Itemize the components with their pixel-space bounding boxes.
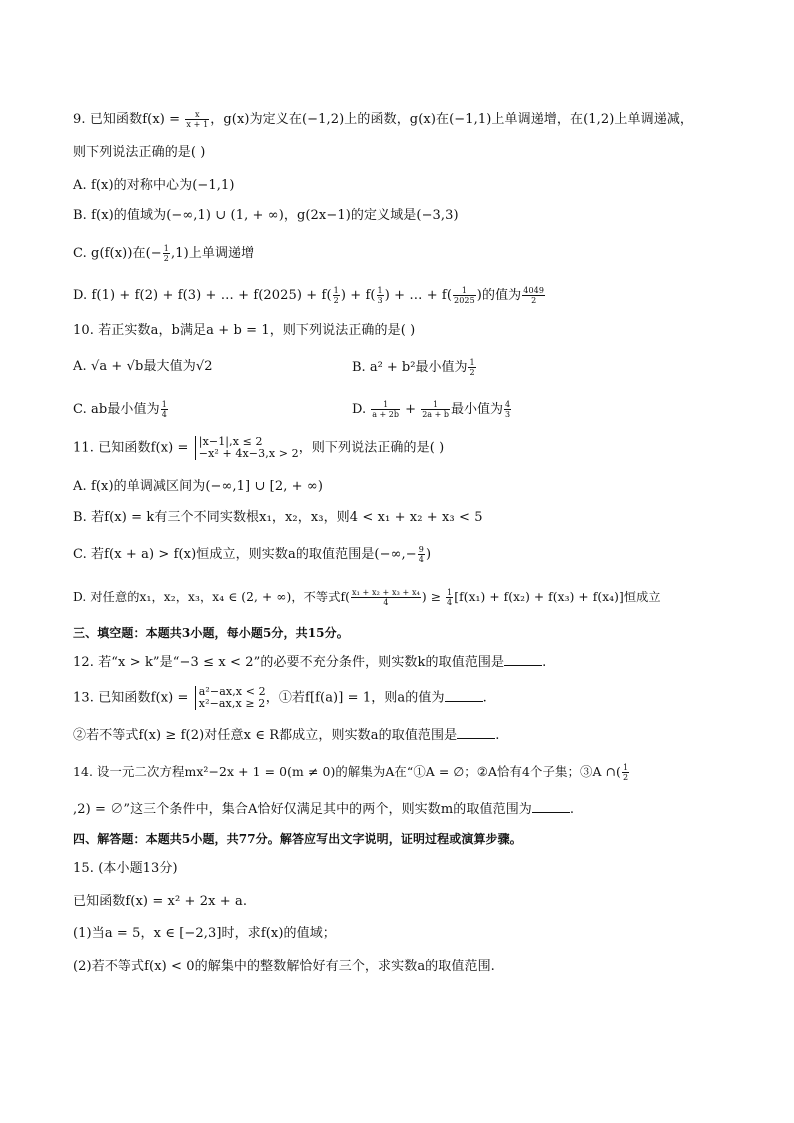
q10-c-fraction-den: 4 (161, 410, 167, 419)
q9-fraction (185, 110, 209, 129)
q11-d-frac-1-num: x₁ + x₂ + x₃ + x₄ (351, 588, 420, 597)
q9-d-frac-3 (453, 286, 476, 305)
q14-fraction (622, 763, 629, 782)
q9-d-text-d: )的值为 (476, 288, 522, 303)
q15-stem: 已知函数f(x) = x² + 2x + a. (73, 894, 248, 909)
q15-title: 15. (本小题13分) (73, 861, 178, 876)
q11-option-a: A. f(x)的单调减区间为(−∞,1] ∪ [2, + ∞) (73, 479, 323, 494)
q11-d-text-c: [f(x₁) + f(x₂) + f(x₃) + f(x₄)]恒成立 (454, 590, 661, 604)
q13-piecewise (195, 686, 266, 710)
q11-option-c (73, 545, 431, 564)
q10-d-text-b: + (401, 402, 421, 417)
q10-b-fraction (468, 358, 475, 377)
q11-c-text-b: ) (425, 547, 432, 562)
q9-stem-text-b: ，g(x)为定义在(−1,2)上的函数，g(x)在(−1,1)上单调递增，在(1,2)上单调递减， (210, 112, 694, 127)
q11-d-frac-1 (351, 588, 421, 607)
q9-d-frac-1-den: 2 (333, 296, 339, 305)
q13-answer-blank-1[interactable] (445, 691, 483, 702)
q14-line2 (73, 801, 574, 819)
q12-text: 12. 若“x > k”是“−3 ≤ x < 2”的必要不充分条件，则实数k的取值范围是 (73, 655, 505, 670)
q9-stem (73, 110, 693, 129)
q9-fraction-den: x + 1 (186, 120, 209, 129)
q13-period-2: . (495, 728, 500, 743)
q11-stem (73, 436, 444, 460)
q9-c-text-a: C. g(f(x))在(− (73, 246, 162, 261)
q10-option-b (352, 358, 477, 377)
q10-d-frac-2-num: 1 (421, 400, 450, 410)
q13-stem (73, 686, 487, 710)
q9-d-frac-3-den: 2025 (454, 296, 475, 305)
q9-d-frac-3-num: 1 (453, 286, 476, 296)
q9-d-frac-4-num: 4049 (523, 286, 545, 295)
q9-d-text-a: D. f(1) + f(2) + f(3) + … + f(2025) + f( (73, 288, 332, 303)
q9-question: 则下列说法正确的是( ) (73, 145, 206, 160)
q14-period: . (569, 802, 575, 817)
q9-d-frac-2 (377, 286, 384, 305)
q10-option-d (352, 400, 512, 419)
q11-d-frac-2-num: 1 (447, 588, 453, 597)
q12-period: . (542, 655, 547, 670)
q11-c-text-a: C. 若f(x + a) > f(x)恒成立，则实数a的取值范围是(−∞,− (73, 547, 417, 562)
q13-part2 (73, 727, 499, 745)
q9-option-d (73, 286, 546, 305)
q11-d-frac-1-den: 4 (383, 598, 389, 607)
q10-c-fraction-num: 1 (161, 400, 167, 409)
q10-d-frac-2 (421, 400, 450, 419)
section-3-heading: 三、填空题：本题共3小题，每小题5分，共15分。 (73, 626, 349, 640)
q11-d-text-b: ) ≥ (421, 590, 446, 604)
q9-d-text-c: ) + … + f( (384, 288, 453, 303)
q12 (73, 654, 546, 672)
q10-d-frac-3-den: 3 (504, 410, 511, 419)
q10-option-c (73, 400, 169, 419)
q10-d-frac-1-den: a + 2b (372, 410, 400, 419)
q14-line1 (73, 763, 630, 782)
q11-c-fraction-den: 4 (418, 555, 424, 564)
q10-d-text-c: 最小值为 (450, 402, 503, 417)
q11-d-frac-2-den: 4 (447, 598, 453, 607)
q14-text-b: ,2) = ∅”这三个条件中，集合A恰好仅满足其中的两个，则实数m的取值范围为 (73, 802, 532, 817)
q11-stem-text: 11. 已知函数f(x) = (73, 440, 193, 456)
q10-b-fraction-num: 1 (469, 358, 475, 367)
q14-answer-blank[interactable] (532, 802, 570, 813)
q9-d-frac-2-den: 3 (377, 296, 383, 305)
q11-d-frac-2 (446, 588, 453, 607)
q9-d-frac-4 (522, 286, 545, 305)
q10-d-frac-1-num: 1 (371, 400, 400, 410)
q11-piecewise (195, 436, 299, 460)
q10-c-fraction (161, 400, 168, 419)
q11-d-text-a: D. 对任意的x₁，x₂，x₃，x₄ ∈ (2, + ∞)，不等式f( (73, 590, 350, 604)
q13-part2-text: ②若不等式f(x) ≥ f(2)对任意x ∈ R都成立，则实数a的取值范围是 (73, 728, 458, 743)
q9-d-frac-4-den: 2 (531, 296, 537, 305)
q9-d-frac-2-num: 1 (377, 286, 383, 295)
q9-d-frac-1 (333, 286, 340, 305)
section-4-heading: 四、解答题：本题共5小题，共77分。解答应写出文字说明，证明过程或演算步骤。 (73, 832, 522, 846)
q11-piece-2: −x² + 4x−3,x > 2 (198, 447, 299, 460)
q11-c-fraction (418, 545, 425, 564)
q13-period-1: . (482, 690, 487, 706)
q10-stem: 10. 若正实数a，b满足a + b = 1，则下列说法正确的是( ) (73, 323, 416, 338)
q9-d-frac-1-num: 1 (333, 286, 339, 295)
q13-stem-text: 13. 已知函数f(x) = (73, 690, 193, 706)
q10-option-a: A. √a + √b最大值为√2 (73, 359, 213, 374)
q9-c-text-b: ,1)上单调递增 (170, 246, 255, 261)
q14-text-a: 14. 设一元二次方程mx²−2x + 1 = 0(m ≠ 0)的解集为A在“①A = ∅；②A恰有4个子集；③A ∩( (73, 764, 621, 779)
q10-b-fraction-den: 2 (469, 368, 475, 377)
q14-fraction-num: 1 (622, 763, 629, 772)
q10-d-frac-2-den: 2a + b (422, 410, 449, 419)
q10-d-frac-3 (504, 400, 511, 419)
q15-part1: (1)当a = 5，x ∈ [−2,3]时，求f(x)的值域； (73, 926, 336, 941)
q9-option-c (73, 244, 254, 263)
q13-piece-2: x²−ax,x ≥ 2 (198, 697, 266, 710)
q9-c-fraction (163, 244, 170, 263)
q10-b-text: B. a² + b²最小值为 (352, 360, 468, 375)
q12-answer-blank[interactable] (504, 655, 542, 666)
q10-d-frac-1 (371, 400, 400, 419)
q9-fraction-num: x (185, 110, 209, 120)
q9-option-a: A. f(x)的对称中心为(−1,1) (73, 178, 235, 193)
q15-part2: (2)若不等式f(x) < 0的解集中的整数解恰好有三个，求实数a的取值范围. (73, 959, 495, 974)
q13-stem-text-b: ，①若f[f(a)] = 1，则a的值为 (265, 690, 445, 706)
q9-d-text-b: ) + f( (340, 288, 376, 303)
q11-stem-text-b: ，则下列说法正确的是( ) (298, 440, 445, 456)
q9-c-fraction-den: 2 (163, 254, 169, 263)
q10-d-frac-3-num: 4 (504, 400, 511, 409)
q11-option-b: B. 若f(x) = k有三个不同实数根x₁，x₂，x₃，则4 < x₁ + x₂ + x₃ < 5 (73, 510, 483, 525)
q11-option-d (73, 588, 661, 607)
q9-stem-text: 9. 已知函数f(x) = (73, 112, 185, 127)
q10-d-text-a: D. (352, 402, 371, 417)
q11-piece-1: |x−1|,x ≤ 2 (198, 435, 263, 448)
q13-answer-blank-2[interactable] (457, 728, 495, 739)
q10-c-text: C. ab最小值为 (73, 402, 160, 417)
q9-option-b: B. f(x)的值域为(−∞,1) ∪ (1, + ∞)，g(2x−1)的定义域是(−3,3) (73, 208, 459, 223)
q11-c-fraction-num: 9 (418, 545, 424, 554)
q13-piece-1: a²−ax,x < 2 (198, 685, 266, 698)
q9-c-fraction-num: 1 (163, 244, 169, 253)
q14-fraction-den: 2 (622, 773, 629, 782)
